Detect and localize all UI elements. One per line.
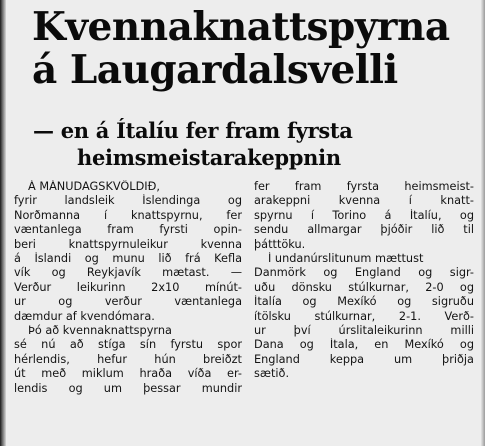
article-line: Dana og Ítala, en Mexíkó og	[254, 338, 474, 352]
article-line: ítölsku stúlkurnar, 2-1. Verð-	[254, 309, 474, 323]
article-line: Í undanúrslitunum mættust	[268, 252, 424, 266]
article-line: sendu allmargar þjóðir lið til	[254, 223, 474, 237]
article-line: á Íslandi og munu lið frá Kefla	[14, 252, 242, 266]
headline	[10, 6, 480, 92]
scan-shadow-left	[0, 0, 6, 446]
article-line: lendis og um þessar mundir	[14, 381, 242, 395]
article-column-left	[14, 180, 242, 396]
article-line: fyrir landsleik Íslendinga og	[14, 194, 242, 208]
article-line: uðu dönsku stúlkurnar, 2-0 og	[254, 280, 474, 294]
article-line: England keppa um þriðja	[254, 352, 474, 366]
article-line: ur því úrslitaleikurinn milli	[254, 324, 474, 338]
article-column-right	[254, 180, 474, 382]
article-line: beri knattspyrnuleikur kvenna	[14, 237, 242, 251]
article-line: dæmdur af kvendómara.	[14, 309, 155, 323]
article-line: Danmörk og England og sigr-	[254, 266, 474, 280]
article-line: Á MÁNUDAGSKVÖLDIÐ,	[28, 180, 160, 193]
article-line: arakeppni kvenna í knatt-	[254, 194, 474, 208]
article-line: þátttöku.	[254, 237, 306, 251]
headline-line-2: á Laugardalsvelli	[32, 47, 398, 93]
article-line: út með miklum hraða víða er-	[14, 367, 242, 381]
article-line: hérlendis, hefur hún breiðzt	[14, 352, 242, 366]
article-line: fer fram fyrsta heimsmeist-	[254, 180, 474, 193]
subheadline-line-1: — en á Ítalíu fer fram fyrsta	[33, 118, 353, 143]
article-line: Norðmanna í knattspyrnu, fer	[14, 208, 242, 222]
article-line: Ítalía og Mexíkó og sigruðu	[254, 295, 474, 309]
article-body	[14, 180, 476, 442]
article-line: sætið.	[254, 367, 290, 381]
article-line: vík og Reykjavík mætast. —	[14, 266, 242, 280]
scan-shadow-right	[481, 0, 485, 446]
article-line: spyrnu í Torino á Ítalíu, og	[254, 208, 474, 222]
article-line: Verður leikurinn 2x10 mínút-	[14, 280, 242, 294]
subheadline	[10, 118, 480, 171]
article-line: Þó að kvennaknattspyrna	[28, 324, 172, 338]
subheadline-line-2: heimsmeistarakeppnin	[77, 145, 341, 170]
article-line: ur og verður væntanlega	[14, 295, 242, 309]
article-line: væntanlega fram fyrsti opin-	[14, 223, 242, 237]
headline-line-1: Kvennaknattspyrna	[32, 4, 450, 50]
article-line: sé nú að stíga sín fyrstu spor	[14, 338, 242, 352]
